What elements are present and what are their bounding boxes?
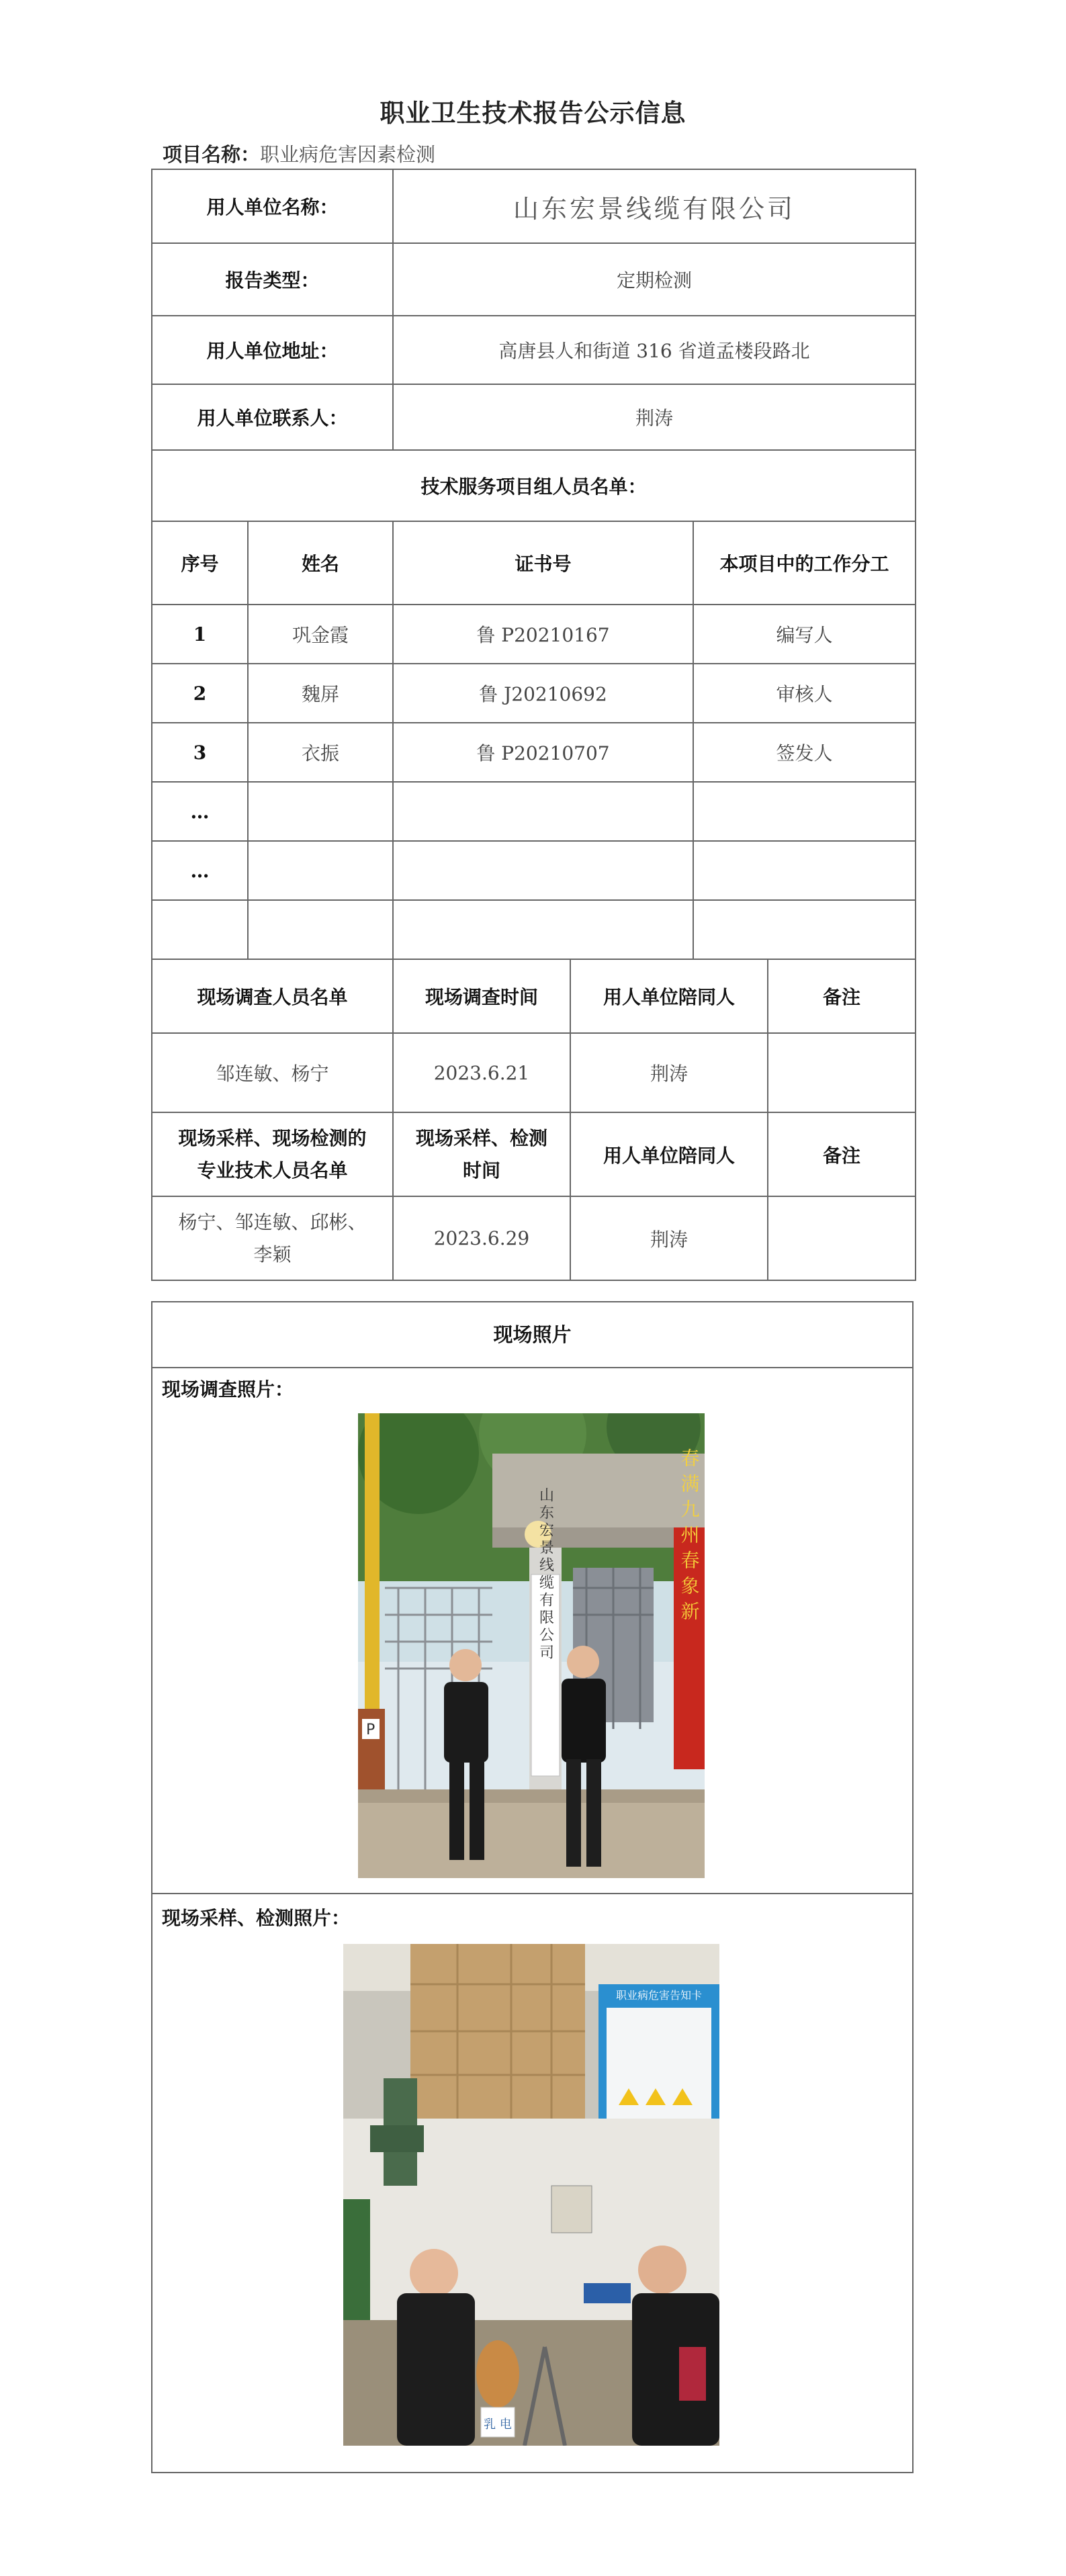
- address-label: 用人单位地址：: [152, 316, 393, 384]
- site-photos-panel: [151, 1301, 914, 2473]
- team-role: [693, 900, 916, 959]
- team-cert: 鲁 J20210692: [393, 664, 693, 723]
- report-info-table: [151, 169, 916, 1281]
- team-role: [693, 782, 916, 841]
- project-name-label: 项目名称：: [163, 143, 261, 166]
- project-name-line: [163, 140, 435, 167]
- team-cert: [393, 841, 693, 900]
- survey-col-date: 现场调查时间: [393, 959, 570, 1033]
- team-header-row: [152, 521, 916, 605]
- survey-data-row: [152, 1033, 916, 1112]
- report-type-value: 定期检测: [393, 243, 916, 316]
- team-no: …: [152, 782, 248, 841]
- address-row: [152, 316, 916, 384]
- survey-names: 邹连敏、杨宁: [152, 1033, 393, 1112]
- team-role: 审核人: [693, 664, 916, 723]
- poster-title: 职业病危害告知卡: [615, 1989, 703, 2002]
- team-member-name: 巩金霞: [248, 605, 393, 664]
- team-col-name: 姓名: [248, 521, 393, 605]
- team-col-role: 本项目中的工作分工: [693, 521, 916, 605]
- table-row: [152, 664, 916, 723]
- photo-section-divider: [152, 1893, 912, 1894]
- gate-sign-text: 山东宏景线缆有限公司: [537, 1487, 554, 1662]
- survey-col-names: 现场调查人员名单: [152, 959, 393, 1033]
- survey-col-note: 备注: [768, 959, 916, 1033]
- table-row: [152, 782, 916, 841]
- table-row: [152, 900, 916, 959]
- team-role: 签发人: [693, 723, 916, 782]
- survey-photo-label: 现场调查照片：: [162, 1378, 294, 1401]
- contact-row: [152, 384, 916, 450]
- sampling-col-escort: 用人单位陪同人: [570, 1112, 768, 1196]
- contact-label: 用人单位联系人：: [152, 384, 393, 450]
- team-member-name: [248, 900, 393, 959]
- photos-title: 现场照片: [152, 1302, 912, 1368]
- employer-label: 用人单位名称：: [152, 169, 393, 243]
- sampling-col-names-line2: 专业技术人员名单: [197, 1159, 348, 1182]
- address-value: 高唐县人和街道 316 省道孟楼段路北: [393, 316, 916, 384]
- sampling-date: 2023.6.29: [393, 1196, 570, 1280]
- sampling-col-names: [152, 1112, 393, 1196]
- team-cert: 鲁 P20210167: [393, 605, 693, 664]
- team-no: 3: [152, 723, 248, 782]
- sampling-photo-label: 现场采样、检测照片：: [162, 1907, 351, 1929]
- team-heading: 技术服务项目组人员名单：: [152, 450, 916, 521]
- team-no: 2: [152, 664, 248, 723]
- pole-tag-text: P: [366, 1722, 375, 1738]
- team-cert: [393, 900, 693, 959]
- project-name-value: 职业病危害因素检测: [260, 143, 436, 166]
- contact-value: 荆涛: [393, 384, 916, 450]
- sampling-names: [152, 1196, 393, 1280]
- survey-header-row: [152, 959, 916, 1033]
- table-row: [152, 841, 916, 900]
- sampling-escort: 荆涛: [570, 1196, 768, 1280]
- sampling-col-note: 备注: [768, 1112, 916, 1196]
- sampling-photo-illustration: [343, 1944, 719, 2446]
- team-member-name: [248, 782, 393, 841]
- team-no: …: [152, 841, 248, 900]
- team-member-name: [248, 841, 393, 900]
- employer-row: [152, 169, 916, 243]
- team-heading-row: [152, 450, 916, 521]
- team-no: [152, 900, 248, 959]
- team-role: [693, 841, 916, 900]
- team-col-cert: 证书号: [393, 521, 693, 605]
- team-no: 1: [152, 605, 248, 664]
- sampling-photo: [343, 1944, 719, 2446]
- sampling-col-date-line1: 现场采样、检测: [415, 1126, 547, 1149]
- report-type-label: 报告类型：: [152, 243, 393, 316]
- survey-escort: 荆涛: [570, 1033, 768, 1112]
- page-title: 职业卫生技术报告公示信息: [380, 98, 686, 128]
- employer-name: 山东宏景线缆有限公司: [393, 169, 916, 243]
- sampling-col-date: [393, 1112, 570, 1196]
- team-role: 编写人: [693, 605, 916, 664]
- team-cert: 鲁 P20210707: [393, 723, 693, 782]
- survey-note: [768, 1033, 916, 1112]
- sampling-note: [768, 1196, 916, 1280]
- sampling-col-names-line1: 现场采样、现场检测的: [178, 1126, 367, 1149]
- survey-photo-illustration: [358, 1413, 705, 1878]
- sampling-data-row: [152, 1196, 916, 1280]
- banner-text: 春满九州春象新: [678, 1448, 701, 1627]
- sampling-col-date-line2: 时间: [462, 1159, 500, 1182]
- table-row: [152, 605, 916, 664]
- team-cert: [393, 782, 693, 841]
- team-member-name: 衣振: [248, 723, 393, 782]
- survey-photo: [358, 1413, 705, 1878]
- report-type-row: [152, 243, 916, 316]
- sampling-header-row: [152, 1112, 916, 1196]
- team-member-name: 魏屏: [248, 664, 393, 723]
- sampling-names-line2: 李颖: [253, 1243, 292, 1265]
- survey-date: 2023.6.21: [393, 1033, 570, 1112]
- table-row: [152, 723, 916, 782]
- survey-col-escort: 用人单位陪同人: [570, 959, 768, 1033]
- sampling-names-line1: 杨宁、邹连敏、邱彬、: [178, 1210, 367, 1233]
- team-col-no: 序号: [152, 521, 248, 605]
- sampler-label-text: 乳 电: [484, 2417, 512, 2432]
